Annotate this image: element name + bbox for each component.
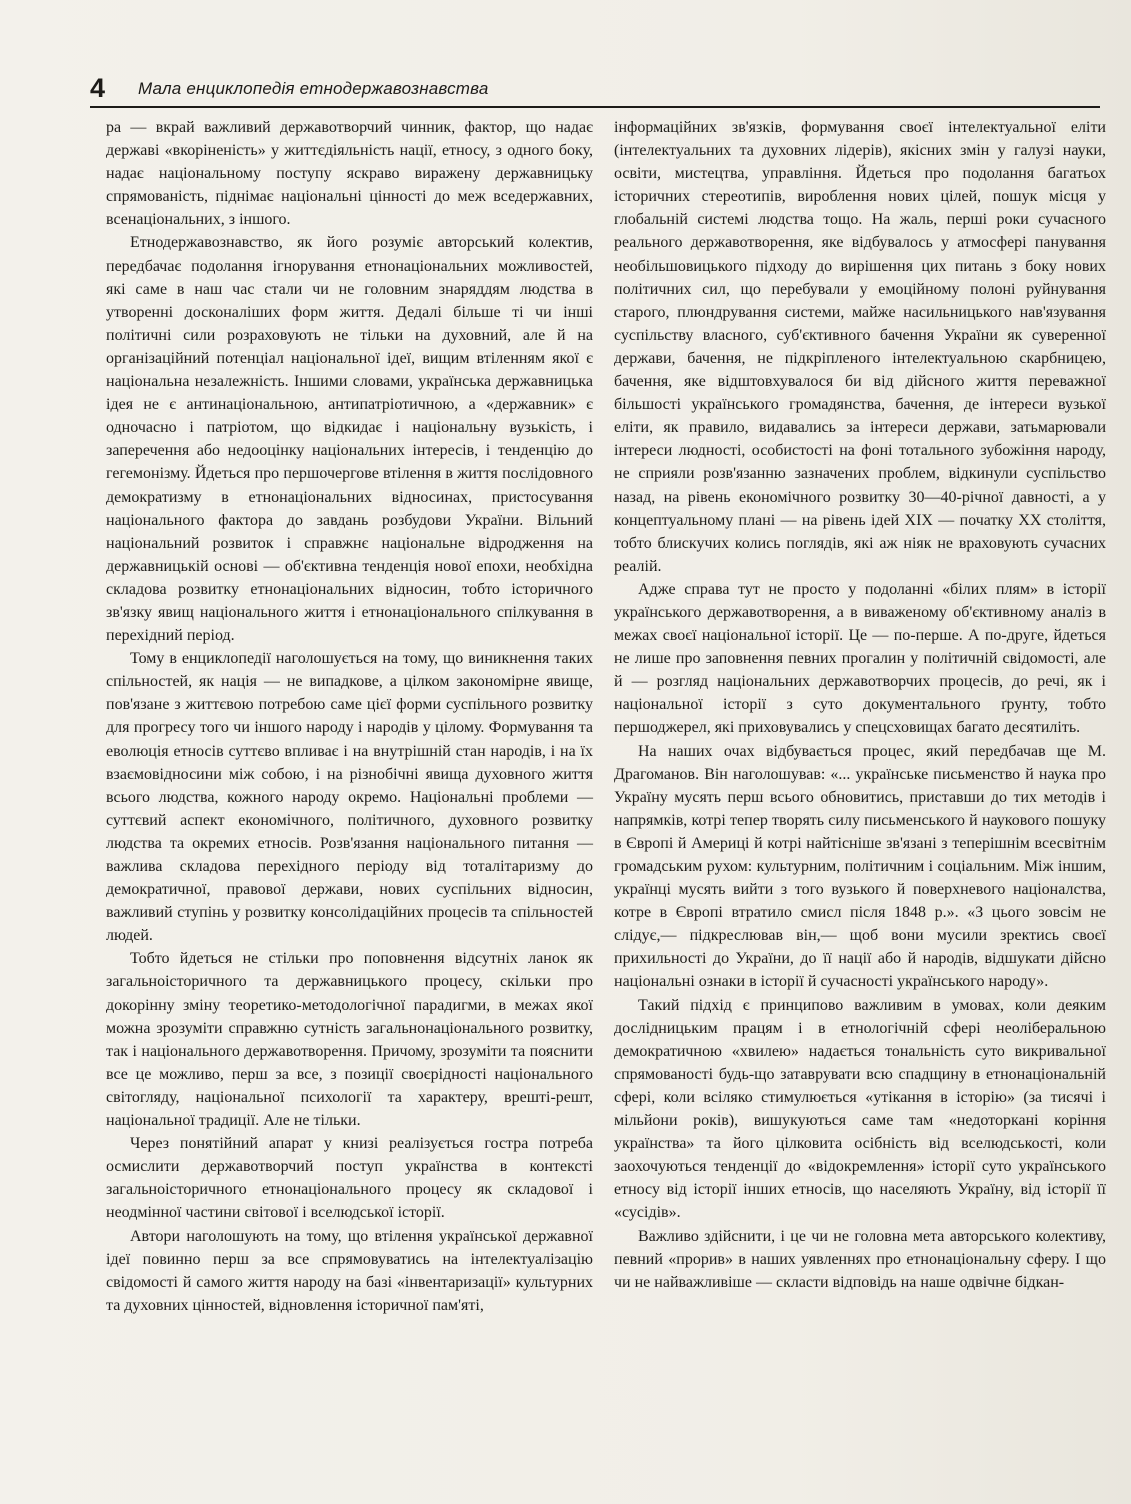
paragraph: Адже справа тут не просто у подоланні «білих плям» в історії українського державотворення, а в виваженому об'єктивному аналіз в межах своєї національної історії. Це — по-перше. А по-друге, йдеться не лише про заповнення певних прогалин у політичній свідомості, але й — розгляд національних державотворчих процесів, до речі, як і національної історії з суто документального ґрунту, тобто першоджерел, які приховувались у спецсховищах багато десятиліть.	[614, 580, 1106, 737]
right-column	[614, 116, 1106, 1294]
page-header	[90, 72, 1100, 108]
paragraph: На наших очах відбувається процес, який передбачав ще М. Драгоманов. Він наголошував: «... українське письменство й наука про Україну мусять перш всього обновитись, приставши до тих методів і напрямків, котрі тепер творять силу письменського й наукового пошуку в Європі й Америці й котрі найтісніше зв'язані з теперішнім всесвітнім громадським рухом: культурним, політичним і соціальним. Між іншим, українці мусять вийти з того вузького й поверхневого націоналства, котре в Європі втратило смисл після 1848 р.». «З цього зовсім не слідує,— підкреслював він,— щоб вони мусили зректись своєї прихильності до України, до її нації або й народів, відшукати дійсно національні ознаки в історії й сучасності українського народу».	[614, 742, 1106, 991]
page-number: 4	[90, 73, 106, 103]
paragraph: Тому в енциклопедії наголошується на тому, що виникнення таких спільностей, як нація — не випадкове, а цілком закономірне явище, пов'язане з життєвою потребою саме цієї форми суспільного розвитку для прогресу того чи іншого народу і народів у цілому. Формування та еволюція етносів суттєво впливає і на внутрішній стан народів, і на їх взаємовідносини між собою, і на різнобічні явища духовного життя всього людства, кожного народу окремо. Національні проблеми — суттєвий аспект економічного, політичного, духовного розвитку людства та окремих етносів. Розв'язання національного питання — важлива складова перехідного періоду від тоталітаризму до демократичної, правової держави, нових суспільних відносин, важливий ступінь у розвитку консолідаційних процесів та спільностей людей.	[106, 650, 593, 945]
paragraph: Через понятійний апарат у книзі реалізується гостра потреба осмислити державотворчий поступ українства в контексті загальноісторичного етнонаціонального процесу як складової і неодмінної частини світової і вселюдської історії.	[106, 1135, 593, 1222]
running-title: Мала енциклопедія етнодержавознавства	[138, 79, 489, 98]
left-column	[106, 116, 593, 1317]
paragraph: Етнодержавознавство, як його розуміє авторський колектив, передбачає подолання ігнорування етнонаціональних можливостей, які саме в наш час стали чи не головним знаряддям людства в утворенні досконаліших форм життя. Дедалі більше ті чи інші політичні сили розраховують не тільки на духовний, але й на організаційний потенціал національної ідеї, вищим втіленням якої є національна незалежність. Іншими словами, українська державницька ідея не є антинаціональною, антипатріотичною, а «державник» є одночасно і патріотом, що відкидає і національну вузькість, і заперечення або недооцінку національних інтересів, і тенденцію до гегемонізму. Йдеться про першочергове втілення в життя послідовного демократизму в етнонаціональних відносинах, пристосування національного фактора до завдань розбудови України. Вільний національний розвиток і справжнє національне відродження на державницькій основі — об'єктивна тенденція нової епохи, необхідна складова розвитку етнонаціональних відносин, тобто історичного зв'язку явищ національного життя і етнонаціонального спілкування в перехідний період.	[106, 234, 593, 645]
paragraph: Автори наголошують на тому, що втілення української державної ідеї повинно перш за все спрямовуватись на інтелектуалізацію свідомості й самого життя народу на базі «інвентаризації» культурних та духовних цінностей, відновлення історичної пам'яті,	[106, 1227, 593, 1314]
paragraph: Такий підхід є принципово важливим в умовах, коли деяким дослідницьким працям і в етнологічній сфері неоліберальною демократичною «хвилею» надається тональність суто викривальної спрямованості будь-що затаврувати всю спадщину в етнонаціональній сфері, коли всіляко стимулюється «утікання в історію» (за тисячі і мільйони років), вишукуються саме там «недоторкані коріння українства» та його цілковита осібність від вселюдськості, коли заохочуються тенденції до «відокремлення» історії суто українського етносу від історії інших етносів, що населяють Україну, від історії її «сусідів».	[614, 996, 1106, 1222]
paragraph: інформаційних зв'язків, формування своєї інтелектуальної еліти (інтелектуальних та духовних лідерів), якісних змін у галузі науки, освіти, мистецтва, управління. Йдеться про подолання багатьох історичних стереотипів, вироблення нових цілей, пошук місця у глобальній системі людства тощо. На жаль, перші роки сучасного реального державотворення, яке відбувалось у атмосфері панування необільшовицького підходу до вирішення цих питань з боку нових політичних сил, що перебували у емоційному полоні руйнування старого, плюндрування системи, майже насильницького нав'язування суспільству власного, суб'єктивного бачення України як суверенної держави, бачення, не підкріпленого інтелектуальною скарбницею, бачення, яке відштовхувалося би від дійсного життя переважної більшості українського громадянства, бачення, де інтереси вузької еліти, як правило, видавались за інтереси держави, затьмарювали інтереси людності, особистості на фоні тотального зубожіння народу, не сприяли розв'язанню зазначених проблем, відкинули суспільство назад, на рівень економічного розвитку 30—40-річної давності, а у концептуальному плані — на рівень ідей XIX — початку XX століття, тобто блискучих колись поглядів, які аж ніяк не враховують сучасних реалій.	[614, 119, 1106, 575]
paragraph: ра — вкрай важливий державотворчий чинник, фактор, що надає державі «вкоріненість» у життєдіяльність нації, етносу, з одного боку, надає національному поступу яскраво виражену державницьку спрямованість, піднімає національні цінності до меж вседержавних, всенаціональних, з іншого.	[106, 119, 593, 229]
paragraph: Важливо здійснити, і це чи не головна мета авторського колективу, певний «прорив» в наших уявленнях про етнонаціональну сферу. І що чи не найважливіше — скласти відповідь на наше одвічне бідкан-	[614, 1227, 1106, 1291]
paragraph: Тобто йдеться не стільки про поповнення відсутніх ланок як загальноісторичного та державницького процесу, скільки про докорінну зміну теоретико-методологічної парадигми, в межах якої можна зрозуміти справжню сутність загальнонаціонального розвитку, так і національного державотворення. Причому, зрозуміти та пояснити все це можливо, перш за все, з позиції своєрідності національного світогляду, національної психології та характеру, врешті-решт, національної традиції. Але не тільки.	[106, 950, 593, 1130]
